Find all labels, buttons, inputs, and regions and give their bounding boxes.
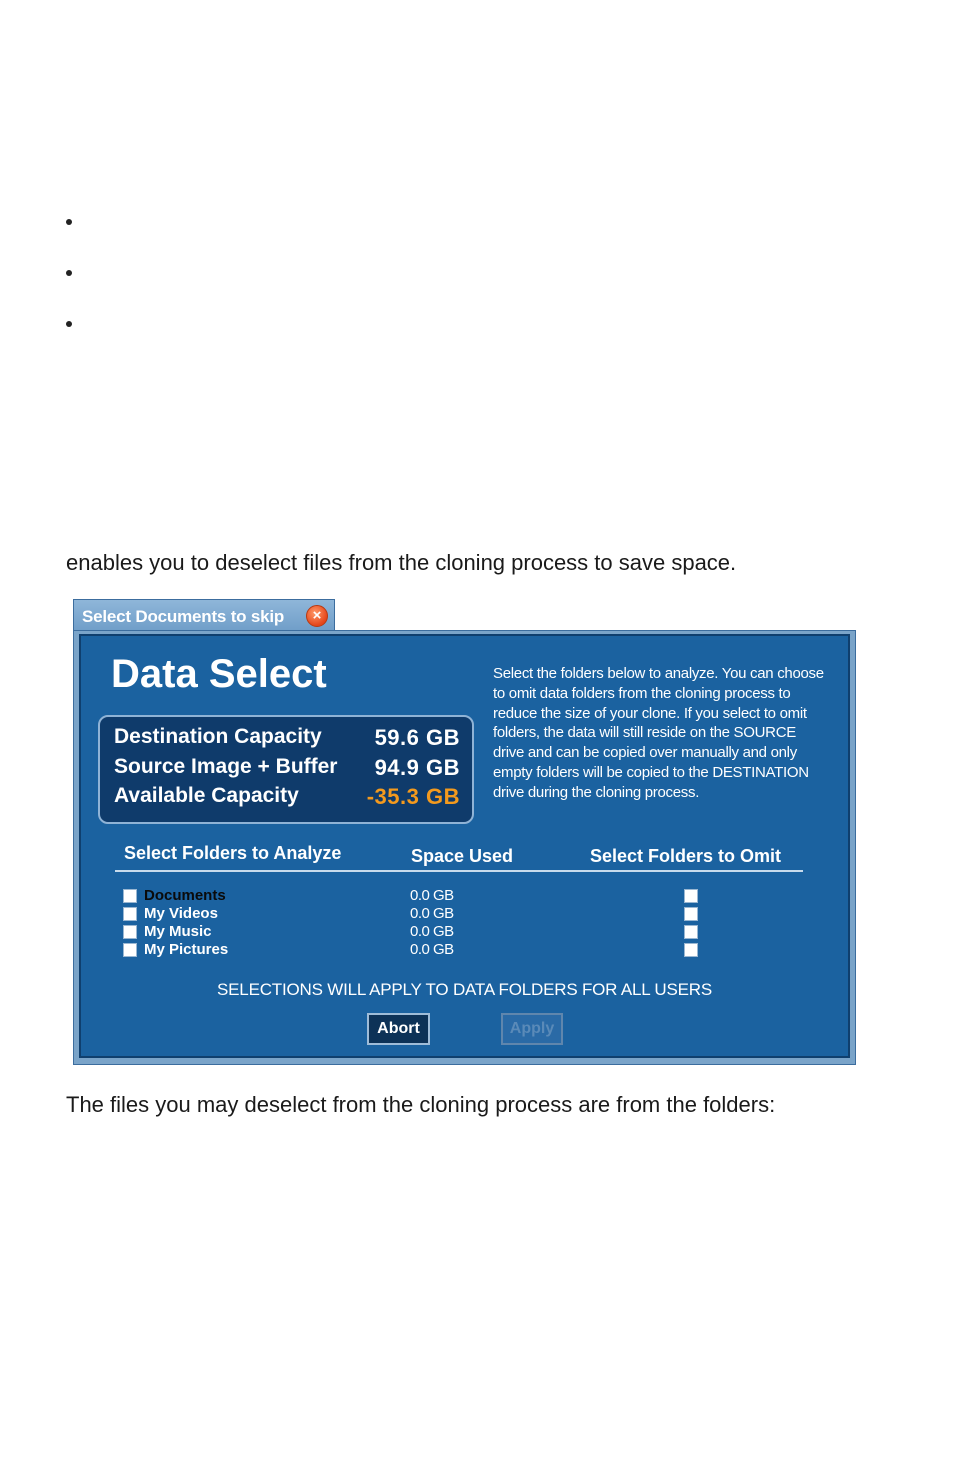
- capacity-value: 94.9 GB: [374, 755, 460, 780]
- apply-button[interactable]: Apply: [501, 1013, 563, 1045]
- list-bullet: [66, 270, 72, 276]
- data-select-dialog: [73, 630, 856, 1065]
- capacity-summary: [98, 715, 474, 824]
- capacity-value: 59.6 GB: [374, 725, 460, 750]
- omit-checkbox[interactable]: [684, 925, 698, 939]
- folder-row: [123, 889, 803, 907]
- available-capacity-value: -35.3 GB: [366, 784, 460, 809]
- space-used-value: 0.0 GB: [410, 923, 454, 940]
- folder-label: My Videos: [144, 905, 218, 922]
- folder-row: [123, 943, 803, 961]
- omit-checkbox[interactable]: [684, 943, 698, 957]
- dialog-description: Select the folders below to analyze. You can choose to omit data folders from the cloning process to reduce the size of your clone. If you select to omit folders, the data will still reside on the SOURCE drive and can be copied over manually and only empty folders will be copied to the DESTINATION drive during the cloning process.: [493, 665, 824, 801]
- analyze-checkbox[interactable]: [123, 925, 137, 939]
- folder-label: Documents: [144, 887, 226, 904]
- folder-label: My Music: [144, 923, 212, 940]
- dialog-title-tab: [73, 599, 335, 632]
- space-used-value: 0.0 GB: [410, 941, 454, 958]
- dialog-panel: [79, 634, 850, 1058]
- capacity-row: [114, 784, 460, 814]
- list-bullet: [66, 321, 72, 327]
- dialog-tab-title: Select Documents to skip: [82, 607, 285, 626]
- capacity-row: [114, 755, 460, 785]
- column-header-analyze: Select Folders to Analyze: [124, 843, 342, 863]
- column-header-space: Space Used: [411, 846, 514, 866]
- folder-row: [123, 907, 803, 925]
- folder-label: My Pictures: [144, 941, 229, 958]
- analyze-checkbox[interactable]: [123, 889, 137, 903]
- abort-button[interactable]: Abort: [367, 1013, 430, 1045]
- capacity-label: Available Capacity: [114, 784, 299, 807]
- omit-checkbox[interactable]: [684, 907, 698, 921]
- analyze-checkbox[interactable]: [123, 943, 137, 957]
- capacity-label: Destination Capacity: [114, 725, 322, 748]
- outro-paragraph: The files you may deselect from the cloning process are from the folders:: [66, 1092, 776, 1117]
- omit-checkbox[interactable]: [684, 889, 698, 903]
- dialog-heading: Data Select: [111, 652, 327, 696]
- intro-paragraph: enables you to deselect files from the cloning process to save space.: [66, 550, 737, 575]
- selection-notice: SELECTIONS WILL APPLY TO DATA FOLDERS FOR ALL USERS: [217, 980, 712, 999]
- close-icon[interactable]: ×: [306, 605, 328, 627]
- capacity-row: [114, 725, 460, 755]
- analyze-checkbox[interactable]: [123, 907, 137, 921]
- space-used-value: 0.0 GB: [410, 905, 454, 922]
- column-divider: [115, 870, 803, 872]
- space-used-value: 0.0 GB: [410, 887, 454, 904]
- column-header-omit: Select Folders to Omit: [590, 846, 782, 866]
- capacity-label: Source Image + Buffer: [114, 755, 338, 778]
- list-bullet: [66, 219, 72, 225]
